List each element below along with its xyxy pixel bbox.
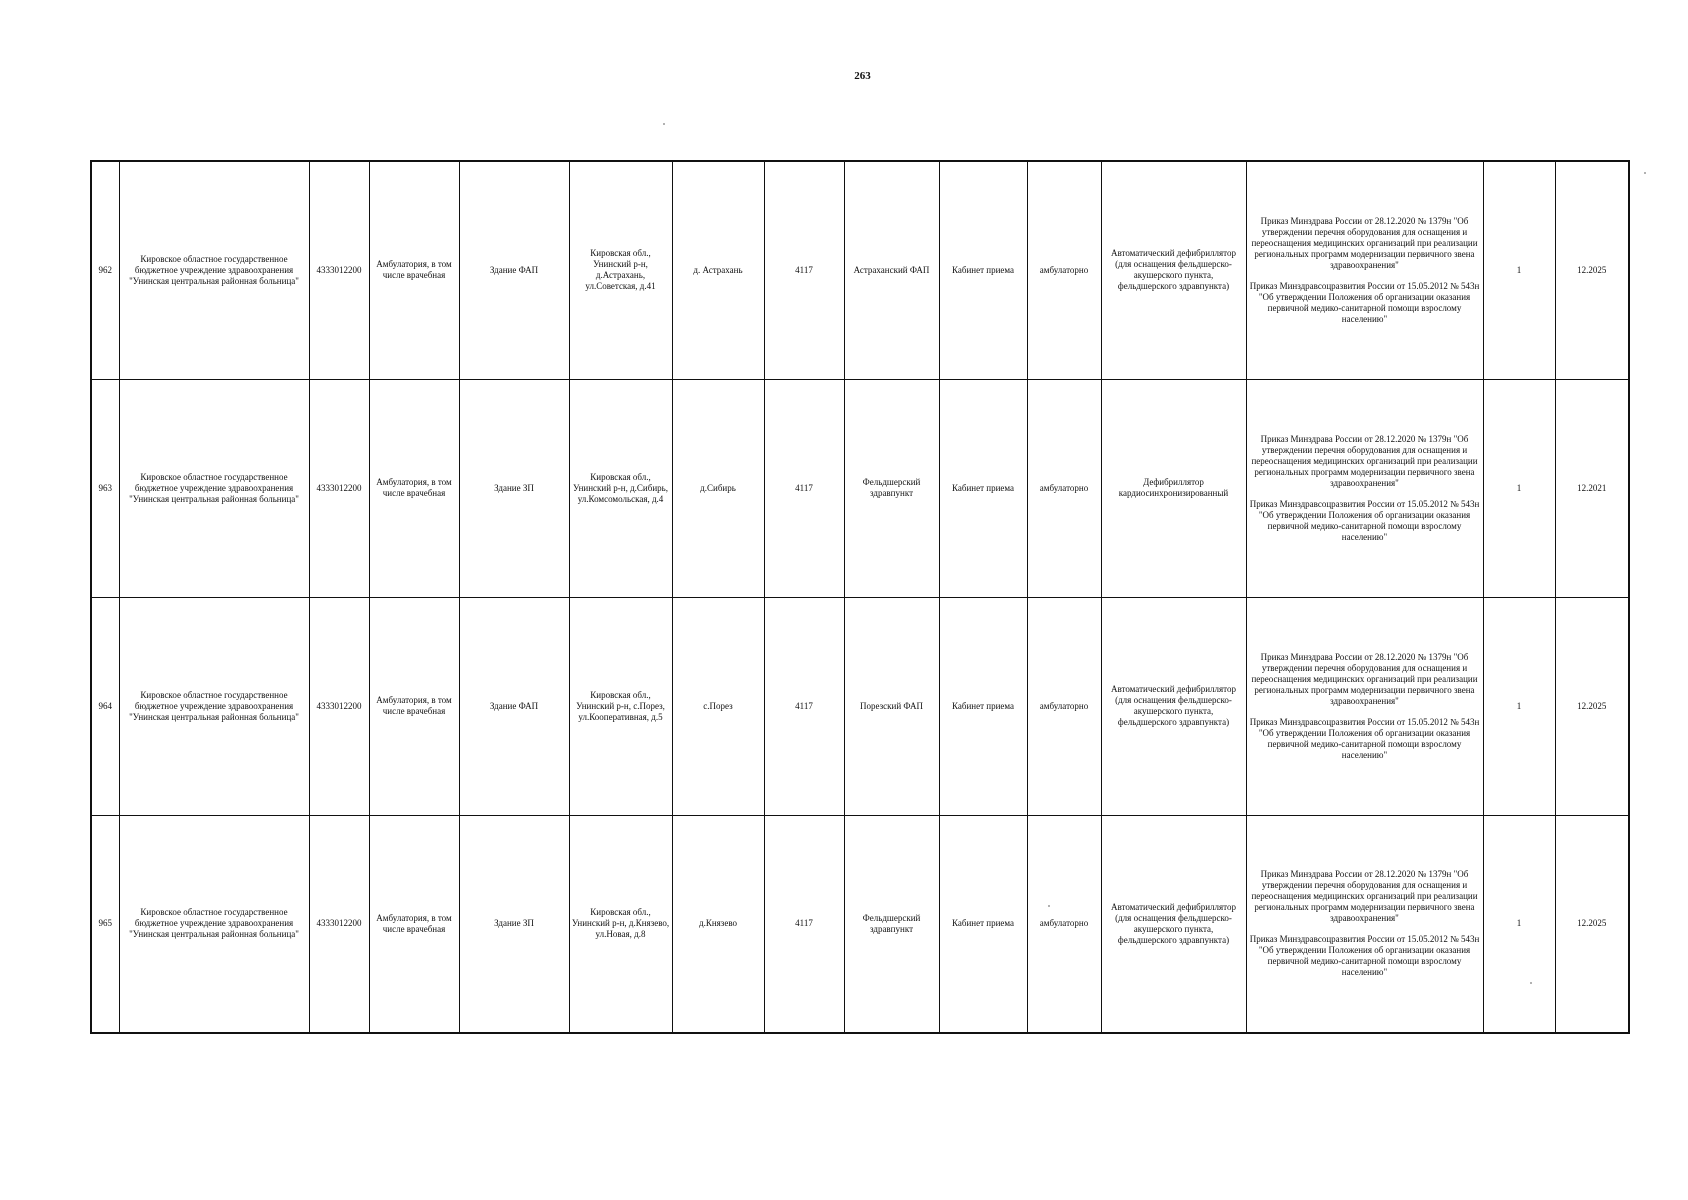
scan-speck bbox=[663, 123, 665, 125]
cell-room-name: Кабинет приема bbox=[939, 815, 1027, 1033]
cell-row-number: 963 bbox=[91, 379, 119, 597]
cell-settlement-code: 4117 bbox=[764, 597, 844, 815]
cell-building-name: Здание ФАП bbox=[459, 597, 569, 815]
cell-regulatory-orders bbox=[1246, 815, 1483, 1033]
cell-quantity: 1 bbox=[1483, 597, 1555, 815]
cell-settlement: с.Порез bbox=[672, 597, 764, 815]
table-body bbox=[91, 161, 1629, 1033]
cell-quantity: 1 bbox=[1483, 379, 1555, 597]
cell-facility-type: Амбулатория, в том числе врачебная bbox=[369, 597, 459, 815]
equipment-table bbox=[90, 160, 1630, 1034]
cell-address: Кировская обл., Унинский р-н, с.Порез, ул.Кооперативная, д.5 bbox=[569, 597, 672, 815]
order-spacer bbox=[1249, 271, 1481, 281]
order-spacer bbox=[1249, 924, 1481, 934]
cell-delivery-date: 12.2025 bbox=[1555, 597, 1629, 815]
cell-settlement-code: 4117 bbox=[764, 379, 844, 597]
cell-care-mode: амбулаторно bbox=[1027, 379, 1101, 597]
cell-room-name: Кабинет приема bbox=[939, 379, 1027, 597]
cell-regulatory-orders bbox=[1246, 379, 1483, 597]
order-543n: Приказ Минздравсоцразвития России от 15.05.2012 № 543н "Об утверждении Положения об организации оказания первичной медико-санитарной помощи взрослому населению" bbox=[1249, 280, 1480, 324]
scan-speck bbox=[1530, 982, 1532, 984]
cell-equipment-name: Автоматический дефибриллятор (для оснащения фельдшерско-акушерского пункта, фельдшерского здравпункта) bbox=[1101, 161, 1246, 379]
table-row bbox=[91, 815, 1629, 1033]
cell-building-name: Здание ЗП bbox=[459, 815, 569, 1033]
order-543n: Приказ Минздравсоцразвития России от 15.05.2012 № 543н "Об утверждении Положения об организации оказания первичной медико-санитарной помощи взрослому населению" bbox=[1249, 934, 1480, 978]
cell-address: Кировская обл., Унинский р-н, д.Князево, ул.Новая, д.8 bbox=[569, 815, 672, 1033]
order-543n: Приказ Минздравсоцразвития России от 15.05.2012 № 543н "Об утверждении Положения об организации оказания первичной медико-санитарной помощи взрослому населению" bbox=[1249, 716, 1480, 760]
scan-speck bbox=[1644, 172, 1646, 174]
table-row bbox=[91, 597, 1629, 815]
page-number: 263 bbox=[854, 70, 871, 82]
cell-organization-code: 4333012200 bbox=[309, 597, 369, 815]
cell-settlement: д. Астрахань bbox=[672, 161, 764, 379]
order-1379n: Приказ Минздрава России от 28.12.2020 № 1379н "Об утверждении перечня оборудования для оснащения и переоснащения медицинских организаций при реализации региональных программ модернизации первичного звена здравоохранения" bbox=[1251, 869, 1478, 924]
cell-room-name: Кабинет приема bbox=[939, 597, 1027, 815]
order-1379n: Приказ Минздрава России от 28.12.2020 № 1379н "Об утверждении перечня оборудования для оснащения и переоснащения медицинских организаций при реализации региональных программ модернизации первичного звена здравоохранения" bbox=[1251, 651, 1478, 706]
cell-care-mode: амбулаторно bbox=[1027, 815, 1101, 1033]
cell-facility-type: Амбулатория, в том числе врачебная bbox=[369, 815, 459, 1033]
cell-organization-code: 4333012200 bbox=[309, 815, 369, 1033]
cell-structural-unit: Фельдшерский здравпункт bbox=[844, 815, 939, 1033]
cell-quantity: 1 bbox=[1483, 815, 1555, 1033]
order-spacer bbox=[1249, 707, 1481, 717]
cell-care-mode: амбулаторно bbox=[1027, 597, 1101, 815]
cell-settlement-code: 4117 bbox=[764, 161, 844, 379]
cell-structural-unit: Порезский ФАП bbox=[844, 597, 939, 815]
table-row bbox=[91, 379, 1629, 597]
order-1379n: Приказ Минздрава России от 28.12.2020 № 1379н "Об утверждении перечня оборудования для оснащения и переоснащения медицинских организаций при реализации региональных программ модернизации первичного звена здравоохранения" bbox=[1251, 433, 1478, 488]
cell-regulatory-orders bbox=[1246, 161, 1483, 379]
order-543n: Приказ Минздравсоцразвития России от 15.05.2012 № 543н "Об утверждении Положения об организации оказания первичной медико-санитарной помощи взрослому населению" bbox=[1249, 498, 1480, 542]
order-1379n: Приказ Минздрава России от 28.12.2020 № 1379н "Об утверждении перечня оборудования для оснащения и переоснащения медицинских организаций при реализации региональных программ модернизации первичного звена здравоохранения" bbox=[1251, 215, 1478, 270]
cell-equipment-name: Дефибриллятор кардиосинхронизированный bbox=[1101, 379, 1246, 597]
cell-building-name: Здание ЗП bbox=[459, 379, 569, 597]
cell-delivery-date: 12.2025 bbox=[1555, 815, 1629, 1033]
cell-facility-type: Амбулатория, в том числе врачебная bbox=[369, 161, 459, 379]
cell-delivery-date: 12.2021 bbox=[1555, 379, 1629, 597]
order-spacer bbox=[1249, 489, 1481, 499]
cell-organization-name: Кировское областное государственное бюджетное учреждение здравоохранения "Унинская центральная районная больница" bbox=[119, 379, 309, 597]
scan-speck bbox=[1048, 905, 1050, 907]
cell-quantity: 1 bbox=[1483, 161, 1555, 379]
cell-address: Кировская обл., Унинский р-н, д.Сибирь, ул.Комсомольская, д.4 bbox=[569, 379, 672, 597]
cell-organization-name: Кировское областное государственное бюджетное учреждение здравоохранения "Унинская центральная районная больница" bbox=[119, 161, 309, 379]
table-row bbox=[91, 161, 1629, 379]
cell-delivery-date: 12.2025 bbox=[1555, 161, 1629, 379]
cell-structural-unit: Фельдшерский здравпункт bbox=[844, 379, 939, 597]
cell-settlement: д.Сибирь bbox=[672, 379, 764, 597]
cell-organization-code: 4333012200 bbox=[309, 161, 369, 379]
cell-organization-name: Кировское областное государственное бюджетное учреждение здравоохранения "Унинская центральная районная больница" bbox=[119, 597, 309, 815]
cell-row-number: 964 bbox=[91, 597, 119, 815]
cell-structural-unit: Астраханский ФАП bbox=[844, 161, 939, 379]
cell-regulatory-orders bbox=[1246, 597, 1483, 815]
cell-building-name: Здание ФАП bbox=[459, 161, 569, 379]
cell-facility-type: Амбулатория, в том числе врачебная bbox=[369, 379, 459, 597]
cell-row-number: 965 bbox=[91, 815, 119, 1033]
cell-organization-name: Кировское областное государственное бюджетное учреждение здравоохранения "Унинская центральная районная больница" bbox=[119, 815, 309, 1033]
cell-address: Кировская обл., Унинский р-н, д.Астрахань, ул.Советская, д.41 bbox=[569, 161, 672, 379]
cell-care-mode: амбулаторно bbox=[1027, 161, 1101, 379]
cell-room-name: Кабинет приема bbox=[939, 161, 1027, 379]
cell-settlement: д.Князево bbox=[672, 815, 764, 1033]
cell-equipment-name: Автоматический дефибриллятор (для оснащения фельдшерско-акушерского пункта, фельдшерского здравпункта) bbox=[1101, 597, 1246, 815]
cell-row-number: 962 bbox=[91, 161, 119, 379]
cell-settlement-code: 4117 bbox=[764, 815, 844, 1033]
cell-equipment-name: Автоматический дефибриллятор (для оснащения фельдшерско-акушерского пункта, фельдшерского здравпункта) bbox=[1101, 815, 1246, 1033]
cell-organization-code: 4333012200 bbox=[309, 379, 369, 597]
